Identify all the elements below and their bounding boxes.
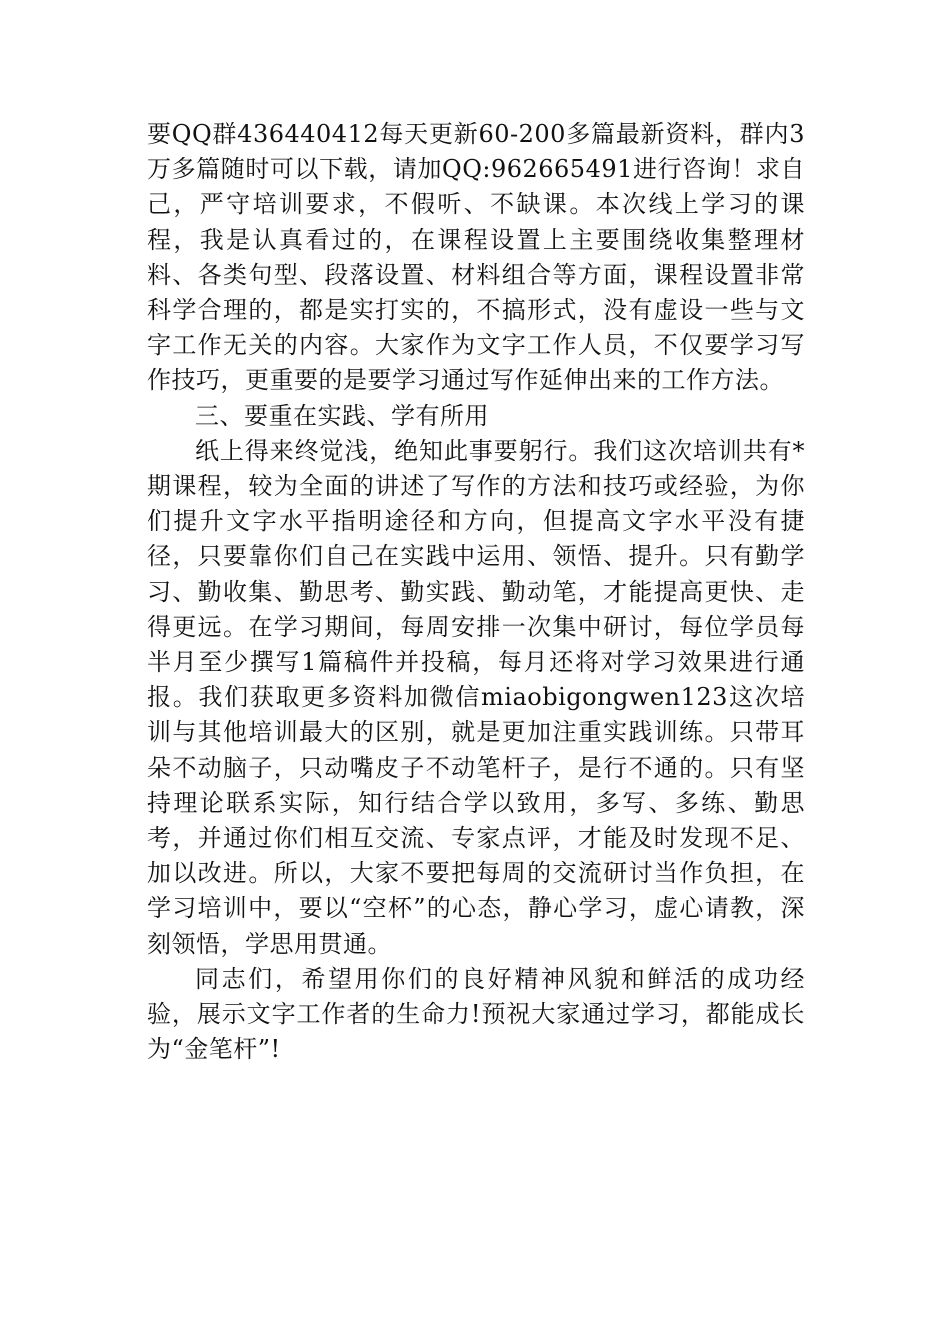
document-body — [147, 117, 805, 1067]
paragraph-practice: 纸上得来终觉浅，绝知此事要躬行。我们这次培训共有*期课程，较为全面的讲述了写作的方法和技巧或经验，为你们提升文字水平指明途径和方向，但提高文字水平没有捷径，只要靠你们自己在实践中运用、领悟、提升。只有勤学习、勤收集、勤思考、勤实践、勤动笔，才能提高更快、走得更远。在学习期间，每周安排一次集中研讨，每位学员每半月至少撰写1篇稿件并投稿，每月还将对学习效果进行通报。我们获取更多资料加微信miaobigongwen123这次培训与其他培训最大的区别，就是更加注重实践训练。只带耳朵不动脑子，只动嘴皮子不动笔杆子，是行不通的。只有坚持理论联系实际，知行结合学以致用，多写、多练、勤思考，并通过你们相互交流、专家点评，才能及时发现不足、加以改进。所以，大家不要把每周的交流研讨当作负担，在学习培训中，要以“空杯”的心态，静心学习，虚心请教，深刻领悟，学思用贯通。 — [147, 436, 805, 958]
paragraph-closing: 同志们，希望用你们的良好精神风貌和鲜活的成功经验，展示文字工作者的生命力!预祝大家通过学习，都能成长为“金笔杆”! — [147, 964, 805, 1064]
paragraph-continuation: 要QQ群436440412每天更新60-200多篇最新资料，群内3万多篇随时可以下载，请加QQ:962665491进行咨询！求自己，严守培训要求，不假听、不缺课。本次线上学习的课程，我是认真看过的，在课程设置上主要围绕收集整理材料、各类句型、段落设置、材料组合等方面，课程设置非常科学合理的，都是实打实的，不搞形式，没有虚设一些与文字工作无关的内容。大家作为文字工作人员，不仅要学习写作技巧，更重要的是要学习通过写作延伸出来的工作方法。 — [147, 120, 805, 395]
section-heading: 三、要重在实践、学有所用 — [195, 401, 489, 430]
